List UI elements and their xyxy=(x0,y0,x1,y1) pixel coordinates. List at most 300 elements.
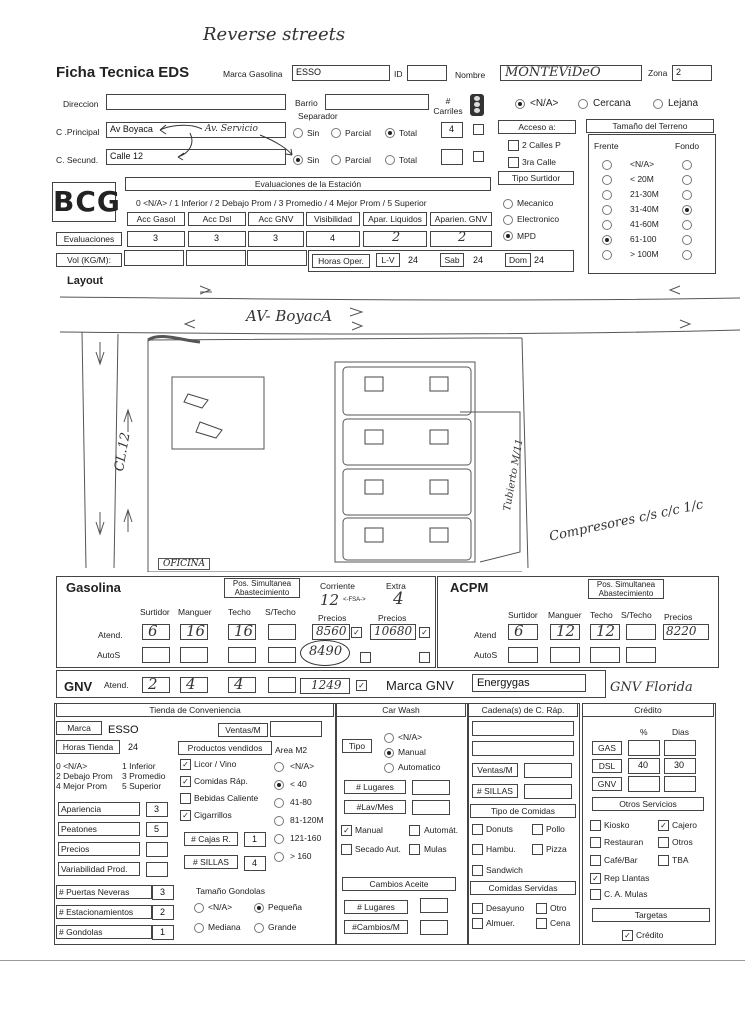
semaforo-principal-checkbox[interactable] xyxy=(473,124,484,135)
otro-servicio-label: Otros xyxy=(672,837,693,847)
carwash-na-radio[interactable] xyxy=(384,733,394,743)
carriles-principal-field[interactable] xyxy=(441,122,463,138)
cadena-title: Cadena(s) de C. Ráp. xyxy=(468,703,578,717)
tienda-area-radio[interactable] xyxy=(274,834,284,844)
tienda-ventas-label: Ventas/M xyxy=(218,723,268,737)
calle-secund-value: Calle 12 xyxy=(110,151,144,161)
credito-row-label: GNV xyxy=(592,777,622,791)
carwash-secado-check[interactable] xyxy=(341,844,352,855)
layout-street-left: CL.12 xyxy=(112,431,134,473)
evaluaciones-col-header: Acc Gasol xyxy=(127,212,185,226)
terreno-fondo-radio[interactable] xyxy=(682,205,692,215)
terreno-option-label: 61-100 xyxy=(630,234,657,244)
gnv-atend-value: 4 xyxy=(234,675,244,693)
gondola-mediana-label: Mediana xyxy=(208,922,241,932)
credito-title: Crédito xyxy=(582,703,714,717)
barrio-field[interactable] xyxy=(325,94,429,110)
surtidor-mecanico-label: Mecanico xyxy=(517,198,554,208)
tipo-surtidor-title: Tipo Surtidor xyxy=(498,171,574,185)
evaluaciones-col-header: Visibilidad xyxy=(306,212,360,226)
terreno-frente-radio[interactable] xyxy=(602,175,612,185)
surtidor-electronico-radio[interactable] xyxy=(503,215,513,225)
gasolina-atend-field[interactable] xyxy=(268,624,296,640)
acpm-atend-value: 12 xyxy=(596,622,616,640)
carwash-lugares-field[interactable] xyxy=(412,780,450,795)
evaluaciones-value-field[interactable] xyxy=(127,231,185,247)
distance-lejana-radio[interactable] xyxy=(653,99,663,109)
gnv-title: GNV xyxy=(64,679,93,694)
otro-servicio-checkbox[interactable] xyxy=(590,820,601,831)
id-field[interactable] xyxy=(407,65,447,81)
tienda-rating-value: 5 xyxy=(154,824,160,834)
cadena-servida-label: Almuer. xyxy=(486,918,515,928)
aceite-cambios-field[interactable] xyxy=(420,920,448,935)
surtidor-mpd-label: MPD xyxy=(517,231,536,241)
direccion-label: Direccion xyxy=(63,99,99,109)
evaluaciones-value: 4 xyxy=(330,233,336,243)
calle-principal-label: C .Principal xyxy=(56,127,100,137)
credito-row-label: DSL xyxy=(592,759,622,773)
tienda-area-radio[interactable] xyxy=(274,780,284,790)
evaluaciones-col-header: Apar. Liquidos xyxy=(363,212,427,226)
credito-pct-label: % xyxy=(640,727,648,737)
credito-dias-label: Dias xyxy=(672,727,690,737)
terreno-option-label: > 100M xyxy=(630,249,659,259)
gnv-atend-field[interactable] xyxy=(180,677,208,693)
acpm-autos-field[interactable] xyxy=(626,647,656,663)
gnv-precio-field[interactable] xyxy=(300,678,350,694)
cadena-servida-label: Otro xyxy=(550,903,567,913)
acceso-3ra-label: 3ra Calle xyxy=(522,157,557,167)
terreno-title: Tamaño del Terreno xyxy=(586,119,714,133)
gnv-atend-field[interactable] xyxy=(228,677,256,693)
cadena-ventas-label: Ventas/M xyxy=(472,763,518,777)
gasolina-extra-value: 4 xyxy=(393,589,404,609)
distance-cercana-radio[interactable] xyxy=(578,99,588,109)
layout-label: Layout xyxy=(67,275,104,287)
credito-row-label: GAS xyxy=(592,741,622,755)
gasolina-precio-corriente-check[interactable]: ✓ xyxy=(351,627,362,638)
gondola-na-label: <N/A> xyxy=(208,902,233,912)
otro-servicio-checkbox[interactable] xyxy=(590,855,601,866)
evaluaciones-value-field[interactable] xyxy=(248,231,304,247)
gondola-pequena-label: Pequeña xyxy=(268,902,303,912)
tienda-rating-label: Variabilidad Prod. xyxy=(58,862,140,876)
aceite-lugares-label: # Lugares xyxy=(344,900,408,914)
sep-principal-parcial-label: Parcial xyxy=(345,128,371,138)
tienda-area-label: > 160 xyxy=(290,851,312,861)
surtidor-mecanico-radio[interactable] xyxy=(503,199,513,209)
distance-cercana-label: Cercana xyxy=(593,98,631,109)
carwash-na-label: <N/A> xyxy=(398,732,423,742)
acpm-precio-field[interactable] xyxy=(663,624,709,640)
evaluaciones-value: 2 xyxy=(458,230,467,245)
terreno-option-label: 31-40M xyxy=(630,204,659,214)
acceso-2calles-label: 2 Calles P xyxy=(522,140,561,150)
targetas-title: Targetas xyxy=(592,908,710,922)
acpm-col-header: S/Techo xyxy=(621,610,652,620)
gasolina-autos-corriente-check[interactable] xyxy=(360,652,371,663)
acpm-autos-field[interactable] xyxy=(550,647,580,663)
zona-value: 2 xyxy=(676,67,682,77)
credito-dias-field[interactable] xyxy=(664,740,696,756)
acceso-title: Acceso a: xyxy=(498,120,576,134)
tienda-producto-label: Cigarrillos xyxy=(194,810,232,820)
gnv-marca-label: Marca GNV xyxy=(386,678,454,693)
tienda-marca-label: Marca xyxy=(56,721,102,735)
tienda-count-value: 2 xyxy=(160,907,166,917)
tienda-rating-field[interactable] xyxy=(146,822,168,837)
cadena-tipo-title: Tipo de Comidas xyxy=(470,804,576,818)
gasolina-autos-field[interactable] xyxy=(228,647,256,663)
handwritten-arrows xyxy=(150,115,300,165)
tienda-producto-label: Comidas Ráp. xyxy=(194,776,248,786)
gasolina-precio-corriente-field[interactable] xyxy=(312,624,350,640)
evaluaciones-value: 3 xyxy=(273,233,279,243)
otro-servicio-checkbox[interactable]: ✓ xyxy=(658,820,669,831)
cadena-tipo-checkbox[interactable] xyxy=(532,844,543,855)
tienda-count-field[interactable] xyxy=(152,925,174,940)
cadena-servida-checkbox[interactable] xyxy=(536,903,547,914)
gasolina-pos-sim: Pos. Simultanea Abastecimiento xyxy=(224,578,300,598)
gasolina-precio-extra-check[interactable]: ✓ xyxy=(419,627,430,638)
gondola-na-radio[interactable] xyxy=(194,903,204,913)
evaluaciones-value: 2 xyxy=(392,230,401,245)
acpm-precio: 8220 xyxy=(666,624,697,638)
gasolina-fsa-separator: <-FSA-> xyxy=(343,597,366,603)
cadena-servida-checkbox[interactable] xyxy=(536,918,547,929)
terreno-option-label: <N/A> xyxy=(630,159,655,169)
otro-servicio-label: TBA xyxy=(672,855,689,865)
tienda-rating-field[interactable] xyxy=(146,802,168,817)
tienda-producto-checkbox[interactable]: ✓ xyxy=(180,810,191,821)
gondola-grande-radio[interactable] xyxy=(254,923,264,933)
tienda-count-field[interactable] xyxy=(152,885,174,900)
carwash-mulas-label: Mulas xyxy=(424,844,447,854)
tienda-producto-checkbox[interactable]: ✓ xyxy=(180,776,191,787)
tienda-scale-line: 5 Superior xyxy=(122,781,162,791)
gondola-grande-label: Grande xyxy=(268,922,297,932)
acpm-atend-field[interactable] xyxy=(508,624,538,640)
terreno-frente-radio[interactable] xyxy=(602,235,612,245)
calle-principal-note: Av. Servicio xyxy=(205,124,258,134)
gasolina-extra-label: Extra xyxy=(386,581,406,591)
cadena-tipo-label: Donuts xyxy=(486,824,513,834)
acpm-atend-field[interactable] xyxy=(626,624,656,640)
sep-secund-parcial-label: Parcial xyxy=(345,155,371,165)
gnv-atend-field[interactable] xyxy=(142,677,170,693)
terreno-frente-radio[interactable] xyxy=(602,160,612,170)
terreno-fondo-radio[interactable] xyxy=(682,250,692,260)
gnv-atend-label: Atend. xyxy=(104,680,129,690)
gasolina-atend-value: 6 xyxy=(148,622,158,640)
sep-secund-parcial-radio[interactable] xyxy=(331,155,341,165)
acpm-pos-sim: Pos. Simultanea Abastecimiento xyxy=(588,579,664,599)
otro-servicio-label: C. A. Mulas xyxy=(604,889,648,899)
layout-compresores-note: Compresores c/s c/c 1/c xyxy=(548,497,705,545)
tienda-area-radio[interactable] xyxy=(274,852,284,862)
evaluaciones-col-header: Acc GNV xyxy=(248,212,304,226)
layout-sketch xyxy=(60,272,745,572)
targeta-credito-label: Crédito xyxy=(636,930,664,940)
terreno-frente-radio[interactable] xyxy=(602,190,612,200)
acceso-3ra-checkbox[interactable] xyxy=(508,157,519,168)
marca-gasolina-field[interactable] xyxy=(292,65,390,81)
gnv-stecho-field[interactable] xyxy=(268,677,296,693)
vol-field-3[interactable] xyxy=(247,250,307,266)
terreno-fondo-radio[interactable] xyxy=(682,175,692,185)
acpm-atend-field[interactable] xyxy=(550,624,580,640)
cadena-servida-label: Cena xyxy=(550,918,571,928)
cadena-tipo-checkbox[interactable] xyxy=(472,824,483,835)
dom-label: Dom xyxy=(505,253,531,267)
tienda-rating-value: 3 xyxy=(154,804,160,814)
tienda-area-label: Area M2 xyxy=(275,745,308,755)
terreno-option-label: 41-60M xyxy=(630,219,659,229)
cadena-sillas-field[interactable] xyxy=(524,784,572,799)
gasolina-col-header: Manguer xyxy=(178,607,212,617)
tienda-count-label: # Estacionamientos xyxy=(56,905,152,919)
horas-oper-label: Horas Oper. xyxy=(312,254,370,268)
distance-lejana-label: Lejana xyxy=(668,98,699,109)
sep-secund-total-radio[interactable] xyxy=(385,155,395,165)
tienda-count-field[interactable] xyxy=(152,905,174,920)
carwash-automat-check-label: Automát. xyxy=(424,825,459,835)
vol-field-1[interactable] xyxy=(124,250,184,266)
evaluaciones-value-field[interactable] xyxy=(188,231,246,247)
gasolina-precio-extra-field[interactable] xyxy=(370,624,416,640)
evaluaciones-value: 3 xyxy=(214,233,220,243)
gnv-marca-value: Energygas xyxy=(477,677,530,689)
terreno-frente-label: Frente xyxy=(594,141,619,151)
nombre-field[interactable] xyxy=(500,65,642,81)
tienda-count-value: 3 xyxy=(160,887,166,897)
carriles-label: # Carriles xyxy=(433,96,463,116)
tienda-ventas-field[interactable] xyxy=(270,721,322,737)
evaluaciones-title: Evaluaciones de la Estación xyxy=(125,177,491,191)
carwash-tipo-label: Tipo xyxy=(342,739,372,753)
tienda-area-radio[interactable] xyxy=(274,816,284,826)
aceite-lugares-field[interactable] xyxy=(420,898,448,913)
otro-servicio-checkbox[interactable] xyxy=(658,855,669,866)
carwash-mulas-check[interactable] xyxy=(409,844,420,855)
gasolina-atend-field[interactable] xyxy=(180,624,208,640)
gasolina-corriente-label: Corriente xyxy=(320,581,355,591)
credito-dias-value: 30 xyxy=(674,760,685,770)
cadena-servida-checkbox[interactable] xyxy=(472,903,483,914)
direccion-field[interactable] xyxy=(106,94,286,110)
tienda-rating-field[interactable] xyxy=(146,862,168,877)
terreno-frente-radio[interactable] xyxy=(602,250,612,260)
gnv-marca-field[interactable] xyxy=(472,674,586,692)
otro-servicio-label: Restauran xyxy=(604,837,644,847)
vol-field-2[interactable] xyxy=(186,250,246,266)
layout-street-top: AV- BoyacA xyxy=(246,307,333,325)
evaluaciones-value-field[interactable] xyxy=(430,231,492,247)
sab-label: Sab xyxy=(440,253,464,267)
tienda-cajas-field[interactable] xyxy=(244,832,266,847)
tienda-area-radio[interactable] xyxy=(274,798,284,808)
terreno-fondo-radio[interactable] xyxy=(682,220,692,230)
nombre-value: MONTEViDeO xyxy=(505,65,601,80)
gondola-mediana-radio[interactable] xyxy=(194,923,204,933)
tienda-scale-line: 0 <N/A> xyxy=(56,761,88,771)
handwritten-top-note: Reverse streets xyxy=(203,24,346,45)
zona-field[interactable] xyxy=(672,65,712,81)
distance-na-radio[interactable] xyxy=(515,99,525,109)
bcg-logo: BCG xyxy=(52,182,116,222)
otro-servicio-label: Café/Bar xyxy=(604,855,638,865)
otro-servicio-checkbox[interactable] xyxy=(590,837,601,848)
tienda-rating-field[interactable] xyxy=(146,842,168,857)
gondola-pequena-radio[interactable] xyxy=(254,903,264,913)
cadena-sillas-label: # SILLAS xyxy=(472,784,518,798)
tienda-scale-line: 2 Debajo Prom xyxy=(56,771,113,781)
tienda-cajas-value: 1 xyxy=(252,834,258,844)
sep-principal-total-radio[interactable] xyxy=(385,128,395,138)
carwash-lav-field[interactable] xyxy=(412,800,450,815)
gasolina-title: Gasolina xyxy=(66,580,121,595)
surtidor-mpd-radio[interactable] xyxy=(503,231,513,241)
terreno-option-label: < 20M xyxy=(630,174,654,184)
tienda-producto-label: Licor / Vino xyxy=(194,759,237,769)
aceite-cambios-label: #Cambios/M xyxy=(344,920,408,934)
tienda-scale-line: 4 Mejor Prom xyxy=(56,781,108,791)
gasolina-precio-circled-value: 8490 xyxy=(309,644,343,659)
semaforo-secund-checkbox[interactable] xyxy=(473,151,484,162)
tienda-producto-label: Bebidas Caliente xyxy=(194,793,259,803)
tienda-horas-value: 24 xyxy=(128,742,139,752)
zona-label: Zona xyxy=(648,68,668,78)
carwash-automat-check[interactable] xyxy=(409,825,420,836)
layout-oficina-label: OFICINA xyxy=(158,558,210,570)
gnv-precio: 1249 xyxy=(311,678,342,692)
cadena-tipo-label: Pollo xyxy=(546,824,565,834)
vol-label: Vol (KG/M): xyxy=(56,253,122,267)
evaluaciones-value: 3 xyxy=(153,233,159,243)
gasolina-atend-field[interactable] xyxy=(228,624,256,640)
tienda-title: Tienda de Conveniencia xyxy=(56,703,334,717)
acpm-autos-field[interactable] xyxy=(508,647,538,663)
cadena-tipo-checkbox[interactable] xyxy=(532,824,543,835)
gasolina-autos-field[interactable] xyxy=(180,647,208,663)
tienda-area-radio[interactable] xyxy=(274,762,284,772)
credito-pct-field[interactable] xyxy=(628,776,660,792)
tienda-marca-value: ESSO xyxy=(108,724,139,736)
traffic-light-icon xyxy=(470,94,484,116)
tienda-scale-line: 3 Promedio xyxy=(122,771,166,781)
credito-pct-value: 40 xyxy=(638,760,649,770)
sep-principal-total-label: Total xyxy=(399,128,417,138)
acceso-2calles-checkbox[interactable] xyxy=(508,140,519,151)
gasolina-autos-label: AutoS xyxy=(97,650,121,660)
gasolina-precio-extra: 10680 xyxy=(374,624,413,638)
sep-principal-sin-label: Sin xyxy=(307,128,320,138)
acpm-title: ACPM xyxy=(450,580,489,595)
carwash-manual-check-label: Manual xyxy=(355,825,383,835)
acpm-atend-field[interactable] xyxy=(590,624,620,640)
form-title: Ficha Tecnica EDS xyxy=(56,64,190,81)
terreno-frente-radio[interactable] xyxy=(602,220,612,230)
cadena-servidas-title: Comidas Servidas xyxy=(470,881,576,895)
acpm-atend-label: Atend xyxy=(474,630,497,640)
credito-dias-field[interactable] xyxy=(664,758,696,774)
terreno-option-label: 21-30M xyxy=(630,189,659,199)
gasolina-autos-field[interactable] xyxy=(268,647,296,663)
marca-gasolina-value: ESSO xyxy=(296,67,322,77)
gasolina-atend-field[interactable] xyxy=(142,624,170,640)
lv-value: 24 xyxy=(408,255,419,265)
gasolina-autos-field[interactable] xyxy=(142,647,170,663)
otro-servicio-checkbox[interactable] xyxy=(590,889,601,900)
sab-value: 24 xyxy=(473,255,484,265)
dom-value: 24 xyxy=(534,255,545,265)
terreno-fondo-label: Fondo xyxy=(675,141,700,151)
tienda-count-label: # Puertas Neveras xyxy=(56,885,152,899)
acpm-col-header: Manguer xyxy=(548,610,582,620)
carwash-manual-radio[interactable] xyxy=(384,748,394,758)
credito-pct-field[interactable] xyxy=(628,740,660,756)
gasolina-corriente-value: 12 xyxy=(320,591,340,609)
otros-servicios-title: Otros Servicios xyxy=(592,797,704,811)
cadena-tipo-checkbox[interactable] xyxy=(472,844,483,855)
acpm-col-header: Surtidor xyxy=(508,610,538,620)
carriles-principal-value: 4 xyxy=(449,124,455,134)
terreno-fondo-radio[interactable] xyxy=(682,190,692,200)
sep-principal-parcial-radio[interactable] xyxy=(331,128,341,138)
tienda-sillas-value: 4 xyxy=(252,858,258,868)
cadena-name-field-1[interactable] xyxy=(472,721,574,736)
evaluaciones-value-field[interactable] xyxy=(306,231,360,247)
marca-gasolina-label: Marca Gasolina xyxy=(223,69,283,79)
evaluaciones-col-header: Acc Dsl xyxy=(188,212,246,226)
tienda-producto-checkbox[interactable] xyxy=(180,793,191,804)
gnv-precio-check[interactable]: ✓ xyxy=(356,680,367,691)
evaluaciones-value-field[interactable] xyxy=(363,231,427,247)
cadena-tipo-checkbox[interactable] xyxy=(472,865,483,876)
gasolina-autos-extra-check[interactable] xyxy=(419,652,430,663)
tienda-producto-checkbox[interactable]: ✓ xyxy=(180,759,191,770)
terreno-frente-radio[interactable] xyxy=(602,205,612,215)
tienda-area-label: 41-80 xyxy=(290,797,312,807)
cadena-name-field-2[interactable] xyxy=(472,741,574,756)
carwash-secado-label: Secado Aut. xyxy=(355,844,401,854)
sep-secund-sin-label: Sin xyxy=(307,155,320,165)
credito-dias-field[interactable] xyxy=(664,776,696,792)
gnv-handwritten-note: GNV Florida xyxy=(610,680,693,695)
tienda-scale-line: 1 Inferior xyxy=(122,761,156,771)
gasolina-precios-label-2: Precios xyxy=(378,613,407,623)
tienda-rating-label: Precios xyxy=(58,842,140,856)
terreno-fondo-radio[interactable] xyxy=(682,160,692,170)
sep-secund-total-label: Total xyxy=(399,155,417,165)
terreno-fondo-radio[interactable] xyxy=(682,235,692,245)
cadena-servida-checkbox[interactable] xyxy=(472,918,483,929)
credito-pct-field[interactable] xyxy=(628,758,660,774)
cadena-ventas-field[interactable] xyxy=(524,763,572,778)
acpm-autos-field[interactable] xyxy=(590,647,620,663)
tienda-sillas-field[interactable] xyxy=(244,856,266,871)
targeta-credito-check[interactable]: ✓ xyxy=(622,930,633,941)
tienda-area-label: < 40 xyxy=(290,779,307,789)
carriles-secund-field[interactable] xyxy=(441,149,463,165)
carwash-manual-check[interactable]: ✓ xyxy=(341,825,352,836)
cadena-tipo-label: Sandwich xyxy=(486,865,523,875)
otro-servicio-checkbox[interactable] xyxy=(658,837,669,848)
carwash-automatico-radio[interactable] xyxy=(384,763,394,773)
gondolas-title: Tamaño Gondolas xyxy=(196,886,265,896)
otro-servicio-checkbox[interactable]: ✓ xyxy=(590,873,601,884)
